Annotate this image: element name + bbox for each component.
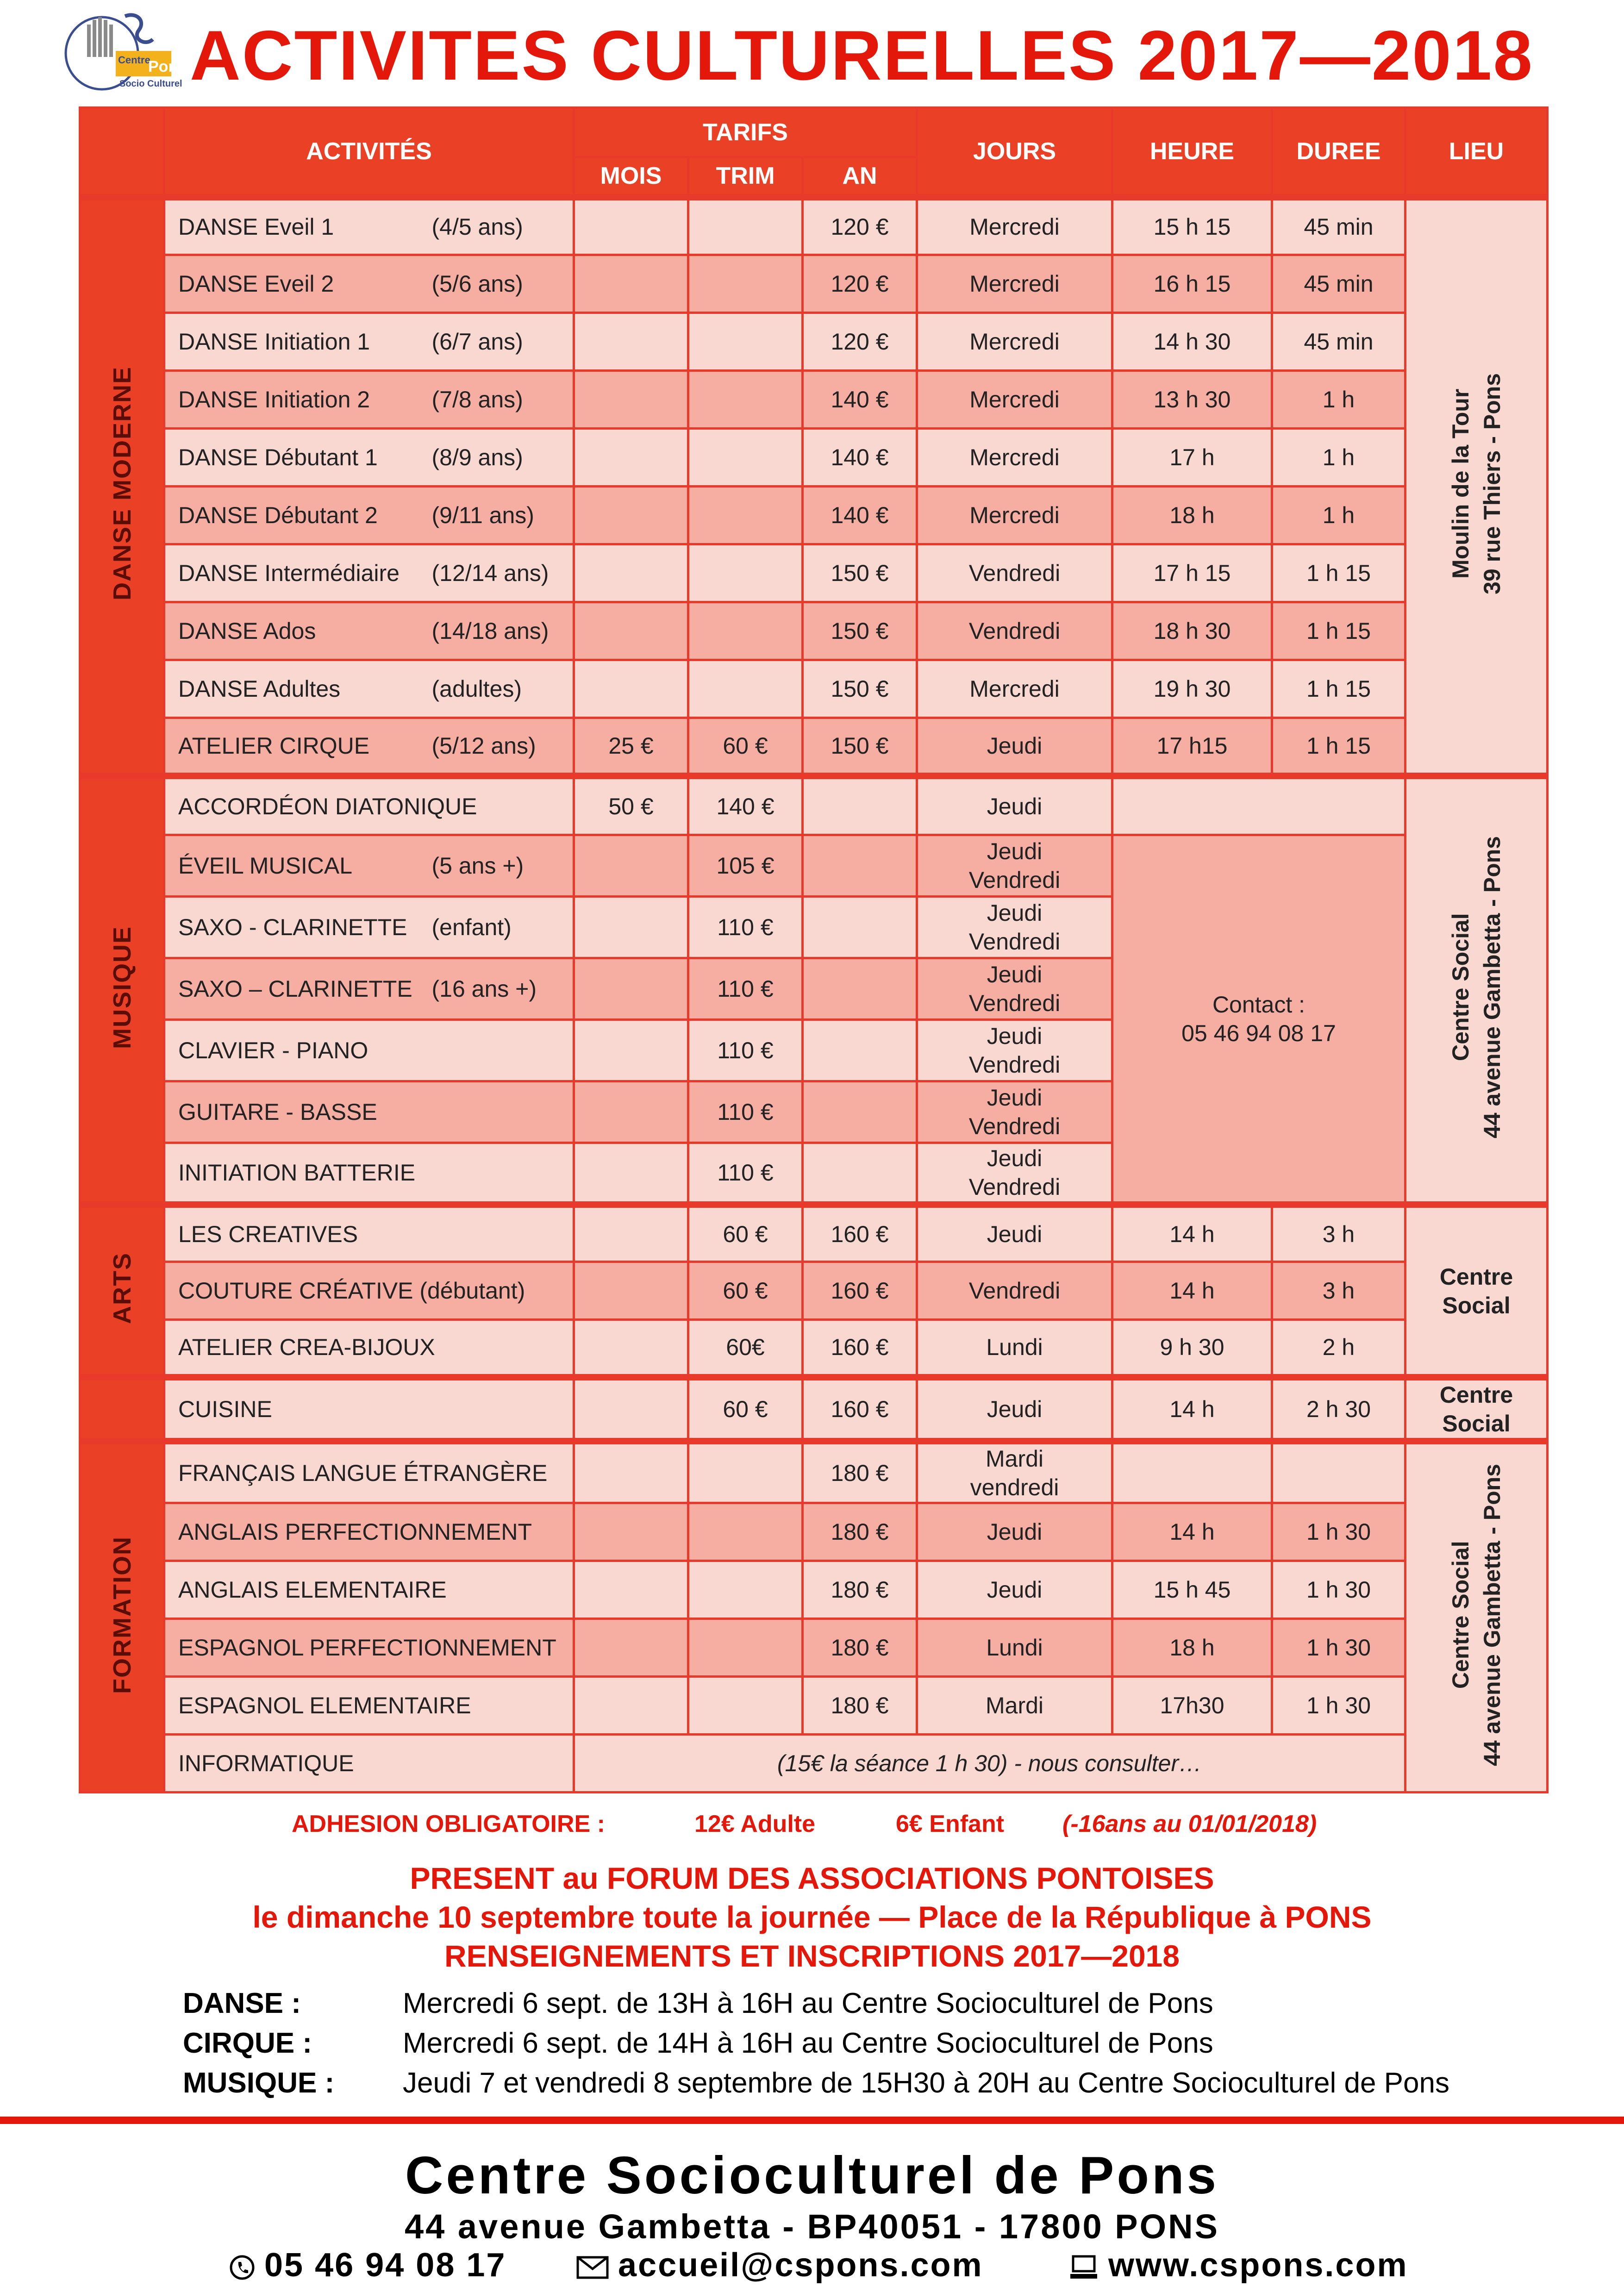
price-mois [574, 958, 688, 1020]
price-an: 150 € [803, 602, 917, 660]
divider [0, 2117, 1624, 2124]
price-an: 180 € [803, 1619, 917, 1677]
time [1112, 1441, 1272, 1503]
price-an: 160 € [803, 1377, 917, 1441]
adhesion-enfant: 6€ Enfant [896, 1811, 1005, 1837]
price-mois [574, 1020, 688, 1081]
price-mois [574, 1081, 688, 1143]
duration: 1 h 30 [1272, 1561, 1405, 1619]
price-an: 150 € [803, 660, 917, 718]
time: 14 h [1112, 1262, 1272, 1319]
activity-name: DANSE Initiation 2 (7/8 ans) [164, 371, 574, 429]
price-mois [574, 313, 688, 371]
day: Jeudi Vendredi [917, 835, 1112, 897]
activity-name: DANSE Adultes (adultes) [164, 660, 574, 718]
table-row [80, 1619, 1548, 1677]
activity-name: ATELIER CREA-BIJOUX [164, 1319, 574, 1377]
price-an [803, 776, 917, 835]
price-mois [574, 1143, 688, 1205]
time: 14 h 30 [1112, 313, 1272, 371]
table-row [80, 371, 1548, 429]
activity-name: ACCORDÉON DIATONIQUE [164, 776, 574, 835]
time: 14 h [1112, 1377, 1272, 1441]
price-an [803, 897, 917, 958]
envelope-icon [576, 2256, 609, 2279]
page-title: ACTIVITES CULTURELLES 2017—2018 [190, 16, 1534, 95]
price-mois [574, 1205, 688, 1262]
price-an: 120 € [803, 197, 917, 255]
table-row [80, 487, 1548, 544]
section-formation: FORMATION [80, 1441, 164, 1793]
activity-name: ANGLAIS PERFECTIONNEMENT [164, 1503, 574, 1561]
section-arts: ARTS [80, 1205, 164, 1377]
price-an: 140 € [803, 371, 917, 429]
activity-name: CLAVIER - PIANO [164, 1020, 574, 1081]
table-row [80, 660, 1548, 718]
price-trim [688, 371, 803, 429]
inscription-label: DANSE : [183, 1987, 301, 2019]
price-mois [574, 602, 688, 660]
activity-name: CUISINE [164, 1377, 574, 1441]
price-mois [574, 371, 688, 429]
price-mois [574, 1319, 688, 1377]
table-row [80, 1441, 1548, 1503]
day: Jeudi Vendredi [917, 958, 1112, 1020]
activity-name: ESPAGNOL ELEMENTAIRE [164, 1677, 574, 1735]
table-row [80, 718, 1548, 776]
duration: 1 h [1272, 429, 1405, 487]
adhesion-note [292, 1810, 1495, 1843]
price-trim [688, 255, 803, 313]
activity-name: DANSE Initiation 1 (6/7 ans) [164, 313, 574, 371]
footer-web[interactable]: www.cspons.com [1069, 2244, 1408, 2286]
duration: 1 h 30 [1272, 1677, 1405, 1735]
price-trim [688, 313, 803, 371]
day: Mardi [917, 1677, 1112, 1735]
header-tarifs: TARIFS [574, 108, 917, 157]
price-an [803, 835, 917, 897]
list-item [183, 1984, 1572, 2024]
price-trim [688, 1441, 803, 1503]
time: 18 h 30 [1112, 602, 1272, 660]
day: Jeudi Vendredi [917, 897, 1112, 958]
price-trim [688, 660, 803, 718]
duration: 1 h [1272, 487, 1405, 544]
activity-name: SAXO - CLARINETTE (enfant) [164, 897, 574, 958]
activity-name: ATELIER CIRQUE (5/12 ans) [164, 718, 574, 776]
price-an: 160 € [803, 1205, 917, 1262]
empty-cell [1112, 776, 1405, 835]
price-an: 180 € [803, 1677, 917, 1735]
duration [1272, 1441, 1405, 1503]
price-trim [688, 197, 803, 255]
lieu-musique [1405, 776, 1548, 1205]
price-trim: 60€ [688, 1319, 803, 1377]
forum-line-1: PRESENT au FORUM DES ASSOCIATIONS PONTOISES [410, 1861, 1214, 1895]
day: Mardi vendredi [917, 1441, 1112, 1503]
price-mois [574, 255, 688, 313]
contact-phone: 05 46 94 08 17 [1181, 1020, 1336, 1046]
price-an: 140 € [803, 429, 917, 487]
forum-line-3: RENSEIGNEMENTS ET INSCRIPTIONS 2017—2018 [444, 1939, 1180, 1973]
day: Jeudi [917, 1503, 1112, 1561]
duration: 45 min [1272, 313, 1405, 371]
duration: 1 h [1272, 371, 1405, 429]
duration: 2 h 30 [1272, 1377, 1405, 1441]
price-mois [574, 1377, 688, 1441]
price-trim: 140 € [688, 776, 803, 835]
time: 18 h [1112, 1619, 1272, 1677]
table-header-row [80, 108, 1548, 157]
price-trim: 110 € [688, 1143, 803, 1205]
activity-name: INFORMATIQUE [164, 1735, 574, 1793]
svg-text:Socio Culturel: Socio Culturel [119, 79, 182, 89]
price-an [803, 1143, 917, 1205]
lieu-danse [1405, 197, 1548, 776]
duration: 2 h [1272, 1319, 1405, 1377]
inscription-label: MUSIQUE : [183, 2067, 335, 2099]
activities-table [79, 106, 1549, 1793]
price-mois [574, 544, 688, 602]
time: 17 h [1112, 429, 1272, 487]
day: Mercredi [917, 197, 1112, 255]
table-row [80, 544, 1548, 602]
inscription-text: Mercredi 6 sept. de 13H à 16H au Centre Socioculturel de Pons [403, 1987, 1213, 2019]
day: Mercredi [917, 255, 1112, 313]
price-trim: 110 € [688, 897, 803, 958]
time: 9 h 30 [1112, 1319, 1272, 1377]
forum-line-2: le dimanche 10 septembre toute la journée — Place de la République à PONS [252, 1900, 1372, 1934]
day: Jeudi [917, 1205, 1112, 1262]
table-row [80, 1503, 1548, 1561]
time: 14 h [1112, 1205, 1272, 1262]
duration: 1 h 30 [1272, 1503, 1405, 1561]
activity-name: DANSE Intermédiaire (12/14 ans) [164, 544, 574, 602]
table-row [80, 1319, 1548, 1377]
day: Jeudi [917, 718, 1112, 776]
header-trim: TRIM [688, 157, 803, 197]
price-mois [574, 1262, 688, 1319]
section-cuisine [80, 1377, 164, 1441]
header-duree: DUREE [1272, 108, 1405, 197]
price-trim [688, 544, 803, 602]
price-an: 180 € [803, 1561, 917, 1619]
inscription-label: CIRQUE : [183, 2027, 312, 2059]
header-an: AN [803, 157, 917, 197]
activity-name: INITIATION BATTERIE [164, 1143, 574, 1205]
duration: 45 min [1272, 255, 1405, 313]
price-an: 180 € [803, 1503, 917, 1561]
price-mois [574, 660, 688, 718]
day: Mercredi [917, 429, 1112, 487]
price-mois [574, 429, 688, 487]
table-row [80, 429, 1548, 487]
price-mois [574, 1441, 688, 1503]
duration: 1 h 15 [1272, 660, 1405, 718]
table-row [80, 1377, 1548, 1441]
table-row [80, 776, 1548, 835]
lieu-musique-line2: 44 avenue Gambetta - Pons [1479, 836, 1505, 1139]
price-trim [688, 1503, 803, 1561]
inscription-text: Mercredi 6 sept. de 14H à 16H au Centre Socioculturel de Pons [403, 2027, 1213, 2059]
table-row [80, 313, 1548, 371]
duration: 3 h [1272, 1262, 1405, 1319]
day: Lundi [917, 1319, 1112, 1377]
day: Vendredi [917, 544, 1112, 602]
activity-name: ANGLAIS ELEMENTAIRE [164, 1561, 574, 1619]
time: 19 h 30 [1112, 660, 1272, 718]
activity-name: ÉVEIL MUSICAL (5 ans +) [164, 835, 574, 897]
price-trim: 60 € [688, 1377, 803, 1441]
time: 16 h 15 [1112, 255, 1272, 313]
table-row [80, 197, 1548, 255]
price-mois [574, 1561, 688, 1619]
price-mois [574, 1503, 688, 1561]
price-trim: 60 € [688, 1262, 803, 1319]
duration: 1 h 15 [1272, 602, 1405, 660]
activity-name: DANSE Débutant 1 (8/9 ans) [164, 429, 574, 487]
forum-announcement [0, 1859, 1624, 1975]
time: 18 h [1112, 487, 1272, 544]
price-trim: 110 € [688, 1020, 803, 1081]
footer-contact [0, 2244, 1624, 2286]
header-activites: ACTIVITÉS [164, 108, 574, 197]
price-trim: 110 € [688, 1081, 803, 1143]
table-row [80, 1262, 1548, 1319]
activity-name: SAXO – CLARINETTE (16 ans +) [164, 958, 574, 1020]
list-item [183, 2063, 1572, 2103]
price-trim [688, 1561, 803, 1619]
price-an: 160 € [803, 1319, 917, 1377]
price-trim: 60 € [688, 718, 803, 776]
day: Jeudi [917, 1561, 1112, 1619]
price-trim [688, 1619, 803, 1677]
day: Lundi [917, 1619, 1112, 1677]
activity-name: FRANÇAIS LANGUE ÉTRANGÈRE [164, 1441, 574, 1503]
header-blank [80, 108, 164, 197]
header-mois: MOIS [574, 157, 688, 197]
contact-cell [1112, 835, 1405, 1205]
price-trim [688, 487, 803, 544]
day: Mercredi [917, 660, 1112, 718]
price-trim: 60 € [688, 1205, 803, 1262]
adhesion-adulte: 12€ Adulte [694, 1811, 816, 1837]
contact-label: Contact : [1212, 991, 1305, 1018]
price-mois [574, 897, 688, 958]
activity-name: GUITARE - BASSE [164, 1081, 574, 1143]
day: Jeudi Vendredi [917, 1081, 1112, 1143]
activity-name: DANSE Eveil 2 (5/6 ans) [164, 255, 574, 313]
day: Jeudi Vendredi [917, 1143, 1112, 1205]
header-heure: HEURE [1112, 108, 1272, 197]
day: Mercredi [917, 313, 1112, 371]
time: 17 h15 [1112, 718, 1272, 776]
lieu-arts: Centre Social [1405, 1205, 1548, 1377]
price-an [803, 1081, 917, 1143]
activity-name: COUTURE CRÉATIVE (débutant) [164, 1262, 574, 1319]
time: 15 h 45 [1112, 1561, 1272, 1619]
day: Jeudi [917, 1377, 1112, 1441]
price-mois: 25 € [574, 718, 688, 776]
price-mois [574, 835, 688, 897]
time: 17 h 15 [1112, 544, 1272, 602]
price-an: 150 € [803, 718, 917, 776]
price-trim: 110 € [688, 958, 803, 1020]
footer-phone: 05 46 94 08 17 [229, 2244, 506, 2286]
price-an [803, 958, 917, 1020]
activity-name: DANSE Débutant 2 (9/11 ans) [164, 487, 574, 544]
price-mois [574, 1619, 688, 1677]
lieu-danse-line1: Moulin de la Tour [1448, 388, 1474, 579]
inscriptions-list [183, 1984, 1572, 2103]
svg-text:Centre: Centre [118, 54, 150, 66]
price-mois [574, 487, 688, 544]
day: Vendredi [917, 602, 1112, 660]
inscription-text: Jeudi 7 et vendredi 8 septembre de 15H30 à 20H au Centre Socioculturel de Pons [403, 2067, 1449, 2099]
price-trim [688, 602, 803, 660]
informatique-note: (15€ la séance 1 h 30) - nous consulter… [574, 1735, 1405, 1793]
footer-email[interactable]: accueil@cspons.com [576, 2244, 983, 2286]
day: Jeudi Vendredi [917, 1020, 1112, 1081]
lieu-musique-line1: Centre Social [1448, 913, 1474, 1062]
duration: 1 h 15 [1272, 544, 1405, 602]
lieu-formation [1405, 1441, 1548, 1793]
adhesion-label: ADHESION OBLIGATOIRE : [292, 1811, 605, 1837]
time: 15 h 15 [1112, 197, 1272, 255]
adhesion-enfant-note: (-16ans au 01/01/2018) [1062, 1811, 1317, 1837]
activity-name: ESPAGNOL PERFECTIONNEMENT [164, 1619, 574, 1677]
day: Vendredi [917, 1262, 1112, 1319]
lieu-formation-line2: 44 avenue Gambetta - Pons [1479, 1463, 1505, 1766]
price-an: 180 € [803, 1441, 917, 1503]
phone-icon [229, 2255, 255, 2280]
footer-organization: Centre Socioculturel de Pons [405, 2146, 1219, 2205]
activity-name: DANSE Ados (14/18 ans) [164, 602, 574, 660]
table-row [80, 1735, 1548, 1793]
day: Mercredi [917, 371, 1112, 429]
section-musique: MUSIQUE [80, 776, 164, 1205]
time: 13 h 30 [1112, 371, 1272, 429]
price-mois [574, 197, 688, 255]
list-item [183, 2024, 1572, 2063]
lieu-cuisine: Centre Social [1405, 1377, 1548, 1441]
section-danse: DANSE MODERNE [80, 197, 164, 776]
svg-text:Pons: Pons [148, 58, 187, 75]
lieu-formation-line1: Centre Social [1448, 1541, 1474, 1689]
lieu-danse-line2: 39 rue Thiers - Pons [1479, 373, 1505, 594]
table-row [80, 602, 1548, 660]
day: Jeudi [917, 776, 1112, 835]
table-row [80, 255, 1548, 313]
day: Mercredi [917, 487, 1112, 544]
price-an: 120 € [803, 255, 917, 313]
price-an: 120 € [803, 313, 917, 371]
time: 14 h [1112, 1503, 1272, 1561]
footer-address: 44 avenue Gambetta - BP40051 - 17800 PONS [405, 2207, 1219, 2246]
price-mois [574, 1677, 688, 1735]
price-an [803, 1020, 917, 1081]
duration: 1 h 30 [1272, 1619, 1405, 1677]
computer-icon [1069, 2255, 1098, 2280]
duration: 1 h 15 [1272, 718, 1405, 776]
duration: 45 min [1272, 197, 1405, 255]
price-an: 150 € [803, 544, 917, 602]
duration: 3 h [1272, 1205, 1405, 1262]
price-an: 160 € [803, 1262, 917, 1319]
table-row [80, 1561, 1548, 1619]
header-lieu: LIEU [1405, 108, 1548, 197]
table-row [80, 1677, 1548, 1735]
time: 17h30 [1112, 1677, 1272, 1735]
price-trim [688, 1677, 803, 1735]
price-trim [688, 429, 803, 487]
price-an: 140 € [803, 487, 917, 544]
price-mois: 50 € [574, 776, 688, 835]
price-trim: 105 € [688, 835, 803, 897]
activity-name: LES CREATIVES [164, 1205, 574, 1262]
table-row [80, 835, 1548, 897]
activity-name: DANSE Eveil 1 (4/5 ans) [164, 197, 574, 255]
header-jours: JOURS [917, 108, 1112, 197]
table-row [80, 1205, 1548, 1262]
centre-socioculturel-logo [60, 7, 187, 93]
